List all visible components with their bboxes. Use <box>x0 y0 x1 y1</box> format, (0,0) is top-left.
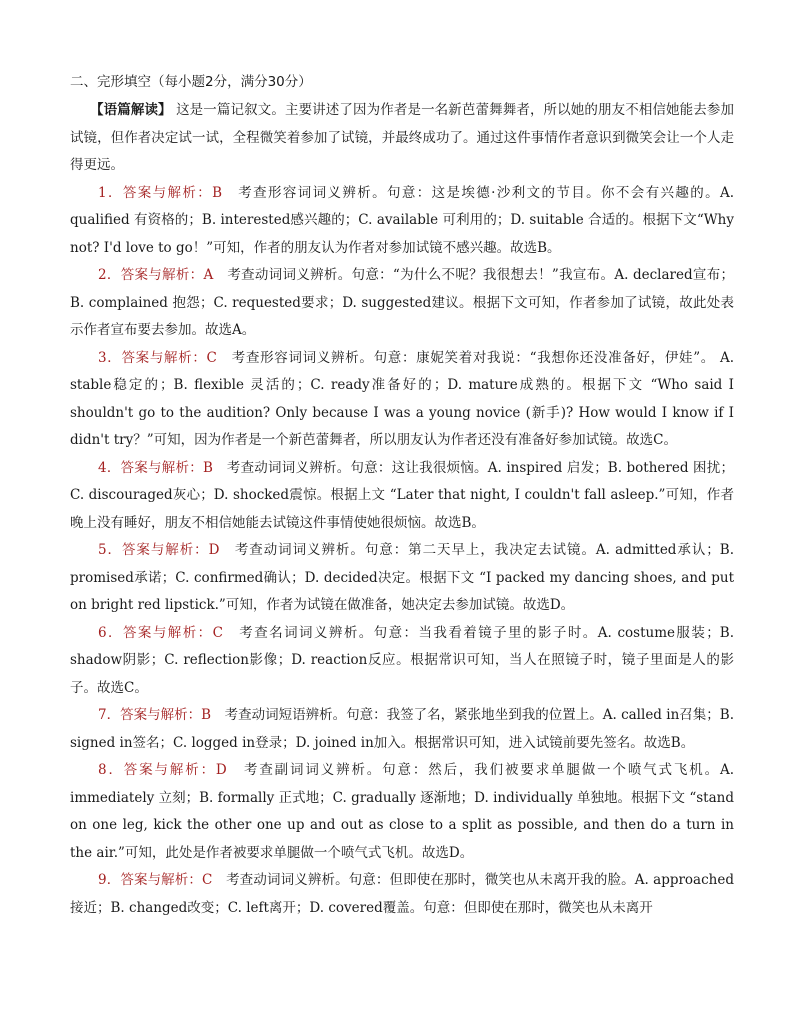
answer-label: 7．答案与解析：B <box>98 707 212 723</box>
answer-explanation: 考查动词词义辨析。句意：这让我很烦恼。A. inspired 启发；B. bothered 困扰；C. discouraged灰心；D. shocked震惊。根据上文 “Later that night, I couldn't fall asleep.”可知，作者晚上没有睡好，朋友不相信她能去试镜这件事情使她很烦恼。故选B。 <box>70 459 734 531</box>
answer-label: 6．答案与解析：C <box>98 624 223 641</box>
answer-label: 5．答案与解析：D <box>98 542 220 558</box>
answer-explanation: 考查名词词义辨析。句意：当我看着镜子里的影子时。A. costume服装；B. shadow阴影；C. reflection影像；D. reaction反应。根据常识可知，当人在照镜子时，镜子里面是人的影子。故选C。 <box>70 624 735 696</box>
answer-label: 1．答案与解析：B <box>98 184 223 201</box>
section-title: 二、完形填空（每小题2分，满分30分） <box>70 74 312 90</box>
answer-explanation: 考查形容词词义辨析。句意：这是埃德·沙利文的节目。你不会有兴趣的。A. qualified 有资格的；B. interested感兴趣的；C. available 可利用的；D. suitable 合适的。根据下文“Why not? I'd love to go！”可知，作者的朋友认为作者对参加试镜不感兴趣。故选B。 <box>70 184 734 256</box>
answer-item-9 <box>70 867 734 922</box>
reading-intro <box>70 97 734 180</box>
answer-item-3 <box>70 345 734 455</box>
answer-explanation: 考查副词词义辨析。句意：然后，我们被要求单腿做一个喷气式飞机。A. immediately 立刻；B. formally 正式地；C. gradually 逐渐地；D. individually 单独地。根据下文 “stand on one leg, kick the other one up and out as close to a split as possible, and then do a turn in the air.”可知，此处是作者被要求单腿做一个喷气式飞机。故选D。 <box>70 762 734 861</box>
answer-item-7 <box>70 702 734 757</box>
answer-label: 8．答案与解析：D <box>98 762 227 778</box>
intro-text: 这是一篇记叙文。主要讲述了因为作者是一名新芭蕾舞舞者，所以她的朋友不相信她能去参加试镜，但作者决定试一试，全程微笑着参加了试镜，并最终成功了。通过这件事情作者意识到微笑会让一个人走得更远。 <box>70 102 735 173</box>
answer-explanation: 考查动词短语辨析。句意：我签了名，紧张地坐到我的位置上。A. called in召集；B. signed in签名；C. logged in登录；D. joined in加入。根据常识可知，进入试镜前要先签名。故选B。 <box>70 707 734 751</box>
answer-label: 4．答案与解析：B <box>98 459 213 476</box>
answer-explanation: 考查形容词词义辨析。句意：康妮笑着对我说：“我想你还没准备好，伊娃”。 A. stable稳定的；B. flexible 灵活的；C. ready准备好的；D. mature成熟的。根据下文 “Who said I shouldn't go to the audition? Only because I was a young novice (新手)? How would I know if I didn't try？”可知，因为作者是一个新芭蕾舞者，所以朋友认为作者还没有准备好参加试镜。故选C。 <box>70 349 734 448</box>
answer-label: 2．答案与解析：A <box>98 267 214 283</box>
answer-label: 9．答案与解析：C <box>98 872 213 888</box>
intro-tag: 【语篇解读】 <box>90 102 172 118</box>
answer-item-1 <box>70 180 734 263</box>
answer-item-2 <box>70 262 734 345</box>
answer-item-4 <box>70 455 734 538</box>
answer-label: 3．答案与解析：C <box>98 349 217 366</box>
answer-item-6 <box>70 620 734 703</box>
answer-explanation: 考查动词词义辨析。句意：但即使在那时，微笑也从未离开我的脸。A. approached接近；B. changed改变；C. left离开；D. covered覆盖。句意：但即使在那时，微笑也从未离开 <box>70 872 734 916</box>
answer-explanation: 考查动词词义辨析。句意：“为什么不呢？我很想去！”我宣布。A. declared宣布；B. complained 抱怨；C. requested要求；D. suggested建议。根据下文可知，作者参加了试镜，故此处表示作者宣布要去参加。故选A。 <box>70 267 734 338</box>
answer-item-5 <box>70 537 734 620</box>
answer-explanation: 考查动词词义辨析。句意：第二天早上，我决定去试镜。A. admitted承认；B. promised承诺；C. confirmed确认；D. decided决定。根据下文 “I packed my dancing shoes, and put on bright red lipstick.”可知，作者为试镜在做准备，她决定去参加试镜。故选D。 <box>70 542 734 613</box>
answer-item-8 <box>70 757 734 867</box>
